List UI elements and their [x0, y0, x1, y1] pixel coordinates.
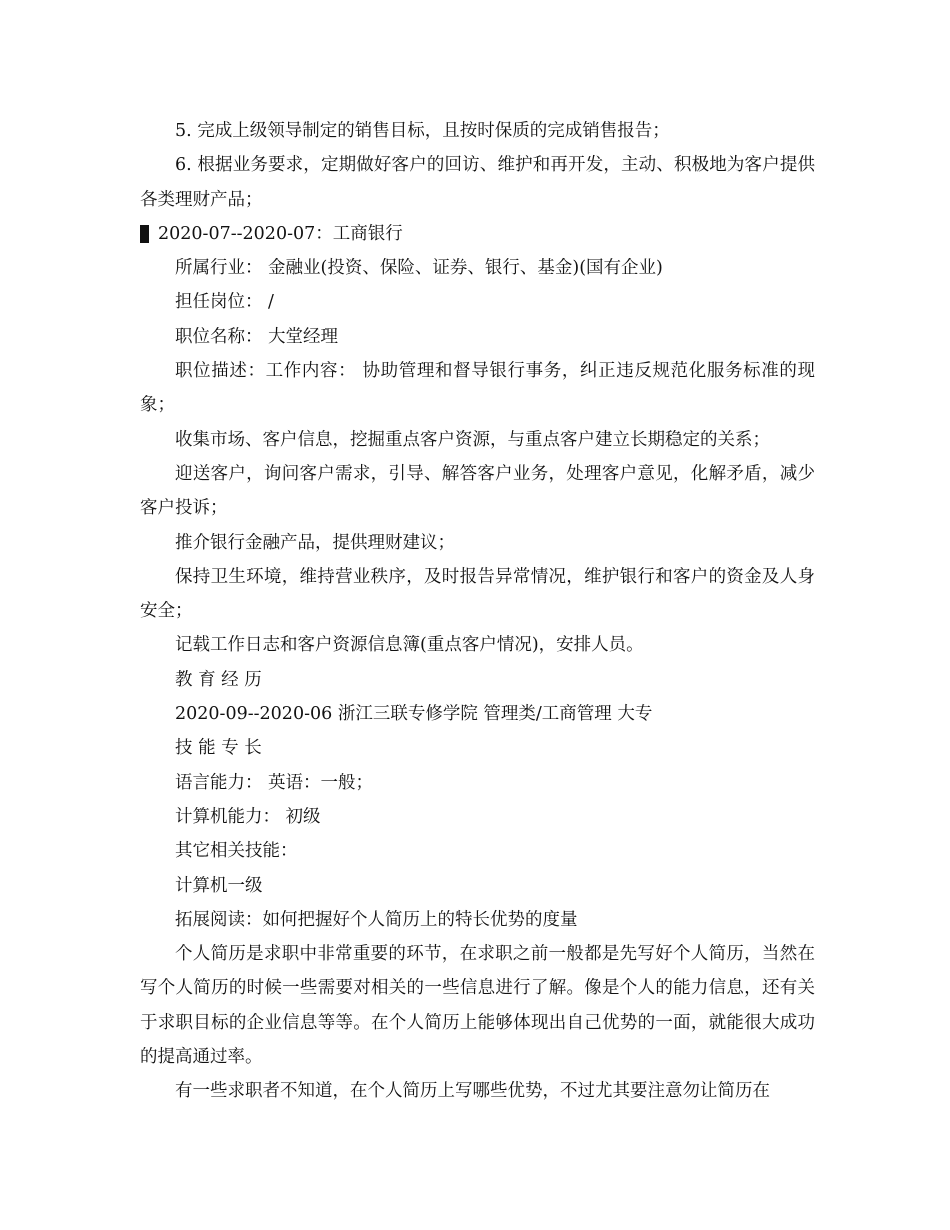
other-skill-item: 计算机一级 [175, 875, 263, 896]
duty-item-5: 5. 完成上级领导制定的销售目标，且按时保质的完成销售报告； [175, 121, 670, 141]
other-skills-label: 其它相关技能： [175, 841, 298, 862]
job-description-line: 职位描述：工作内容： 协助管理和督导银行事务，纠正违反规范化服务标准的现象； [140, 361, 815, 416]
job-duty-line: 收集市场、客户信息，挖掘重点客户资源，与重点客户建立长期稳定的关系； [175, 429, 770, 450]
bullet-block-icon [140, 225, 149, 243]
job-entry-period-company: 2020-07--2020-07：工商银行 [158, 223, 403, 244]
extended-reading-title: 拓展阅读：如何把握好个人简历上的特长优势的度量 [175, 909, 578, 930]
section-heading-skills: 技 能 专 长 [175, 738, 262, 759]
article-paragraph: 个人简历是求职中非常重要的环节，在求职之前一般都是先写好个人简历，当然在写个人简历的时候一些需要对相关的一些信息进行了解。像是个人的能力信息，还有关于求职目标的企业信息等等。在个人简历上能够体现出自己优势的一面，就能很大成功的提高通过率。 [140, 944, 815, 1068]
job-duty-line: 保持卫生环境，维持营业秩序，及时报告异常情况，维护银行和客户的资金及人身安全； [140, 566, 815, 622]
job-duty-line: 推介银行金融产品，提供理财建议； [175, 532, 455, 553]
job-duty-line: 迎送客户，询问客户需求，引导、解答客户业务，处理客户意见，化解矛盾，减少客户投诉； [140, 463, 815, 519]
duty-item-6: 6. 根据业务要求，定期做好客户的回访、维护和再开发，主动、积极地为客户提供各类理财产品； [140, 155, 815, 210]
job-duty-line: 记载工作日志和客户资源信息簿(重点客户情况)，安排人员。 [175, 635, 644, 656]
industry-line: 所属行业： 金融业(投资、保险、证券、银行、基金)(国有企业) [175, 258, 663, 279]
education-entry: 2020-09--2020-06 浙江三联专修学院 管理类/工商管理 大专 [175, 704, 653, 725]
computer-skill-line: 计算机能力： 初级 [175, 806, 321, 827]
document-body [140, 114, 815, 1109]
job-entry-header [140, 217, 815, 251]
section-heading-education: 教 育 经 历 [175, 669, 262, 690]
job-title-line: 职位名称： 大堂经理 [175, 326, 339, 347]
position-line: 担任岗位： / [175, 292, 274, 313]
language-skill-line: 语言能力： 英语：一般； [175, 772, 374, 793]
article-paragraph: 有一些求职者不知道，在个人简历上写哪些优势，不过尤其要注意勿让简历在 [175, 1081, 770, 1102]
